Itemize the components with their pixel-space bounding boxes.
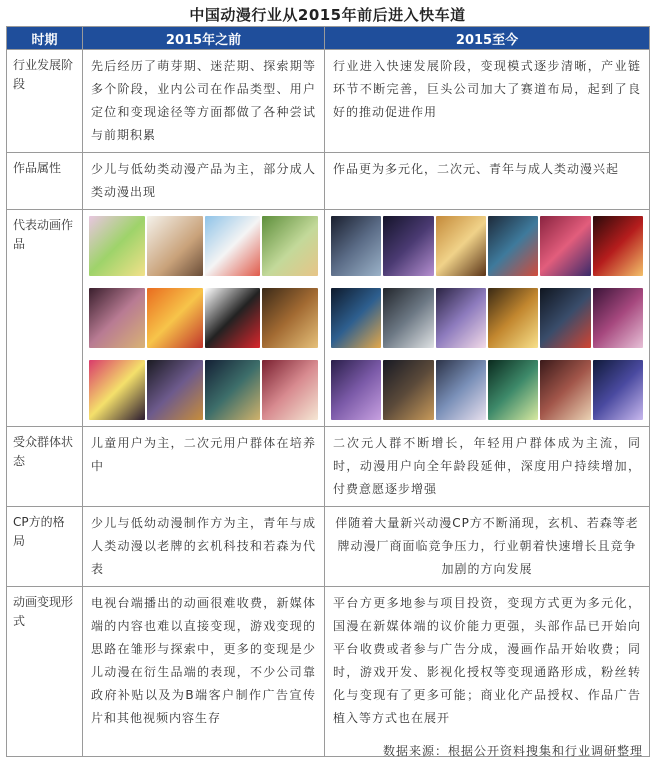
cell-before: 少儿与低幼动漫制作方为主，青年与成人类动漫以老牌的玄机科技和若森为代表 [83, 507, 325, 587]
poster-grid-after [325, 210, 650, 427]
cell-before: 先后经历了萌芽期、迷茫期、探索期等多个阶段，业内公司在作品类型、用户定位和变现途径等方面都做了各种尝试与前期积累 [83, 50, 325, 153]
poster-row [89, 360, 318, 420]
poster-image [89, 360, 145, 420]
poster-image [540, 288, 590, 348]
poster-image [593, 360, 643, 420]
poster-image [593, 216, 643, 276]
row-category: 作品属性 [7, 153, 83, 210]
poster-image [89, 216, 145, 276]
poster-image [331, 360, 381, 420]
table-row [7, 210, 650, 427]
cell-after: 平台方更多地参与项目投资，变现方式更为多元化，国漫在新媒体端的议价能力更强，头部作品已开始向平台收费或者参与广告分成，漫画作品开始收费；同时，游戏开发、影视化授权等变现通路形成，粉丝转化与变现有了更多可能；商业化产品授权、作品广告植入等方式也在展开 [325, 587, 650, 757]
table-header-row [7, 27, 650, 50]
poster-image [383, 288, 433, 348]
poster-image [331, 216, 381, 276]
poster-image [331, 288, 381, 348]
cell-after: 二次元人群不断增长，年轻用户群体成为主流，同时，动漫用户向全年龄段延伸，深度用户持续增加，付费意愿逐步增强 [325, 427, 650, 507]
poster-row [331, 360, 643, 420]
poster-image [488, 360, 538, 420]
poster-row [89, 288, 318, 348]
poster-image [147, 216, 203, 276]
poster-image [488, 216, 538, 276]
poster-image [436, 360, 486, 420]
cell-before: 儿童用户为主，二次元用户群体在培养中 [83, 427, 325, 507]
data-source-note: 数据来源：根据公开资料搜集和行业调研整理 [382, 744, 643, 758]
cell-after: 行业进入快速发展阶段，变现模式逐步清晰，产业链环节不断完善，巨头公司加大了赛道布局，起到了良好的推动促进作用 [325, 50, 650, 153]
page-title: 中国动漫行业从2015年前后进入快车道 [189, 6, 466, 24]
poster-image [436, 216, 486, 276]
poster-image [89, 288, 145, 348]
header-before-2015: 2015年之前 [83, 27, 325, 50]
table-row [7, 587, 650, 757]
table-row [7, 427, 650, 507]
poster-row [331, 216, 643, 276]
poster-image [262, 288, 318, 348]
poster-image [205, 288, 261, 348]
cell-before: 少儿与低幼类动漫产品为主，部分成人类动漫出现 [83, 153, 325, 210]
row-category: CP方的格局 [7, 507, 83, 587]
cell-after: 伴随着大量新兴动漫CP方不断涌现，玄机、若森等老牌动漫厂商面临竞争压力，行业朝着快速增长且竞争加剧的方向发展 [325, 507, 650, 587]
row-category: 行业发展阶段 [7, 50, 83, 153]
poster-row [331, 288, 643, 348]
comparison-table [6, 26, 650, 757]
row-category: 代表动画作品 [7, 210, 83, 427]
table-row [7, 50, 650, 153]
poster-image [383, 216, 433, 276]
poster-image [540, 360, 590, 420]
poster-image [436, 288, 486, 348]
row-category: 受众群体状态 [7, 427, 83, 507]
table-row [7, 507, 650, 587]
poster-image [262, 216, 318, 276]
poster-row [89, 216, 318, 276]
poster-grid-before [83, 210, 325, 427]
header-period: 时期 [7, 27, 83, 50]
poster-image [262, 360, 318, 420]
poster-image [147, 360, 203, 420]
cell-after: 作品更为多元化，二次元、青年与成人类动漫兴起 [325, 153, 650, 210]
cell-before: 电视台端播出的动画很难收费，新媒体端的内容也难以直接变现，游戏变现的思路在雏形与探索中，更多的变现是少儿动漫在衍生品端的表现，不少公司靠政府补贴以及为B端客户制作广告宣传片和其他视频内容生存 [83, 587, 325, 757]
header-since-2015: 2015至今 [325, 27, 650, 50]
poster-image [147, 288, 203, 348]
row-category: 动画变现形式 [7, 587, 83, 757]
poster-image [383, 360, 433, 420]
poster-image [205, 360, 261, 420]
poster-image [540, 216, 590, 276]
poster-image [205, 216, 261, 276]
table-row [7, 153, 650, 210]
poster-image [488, 288, 538, 348]
poster-image [593, 288, 643, 348]
